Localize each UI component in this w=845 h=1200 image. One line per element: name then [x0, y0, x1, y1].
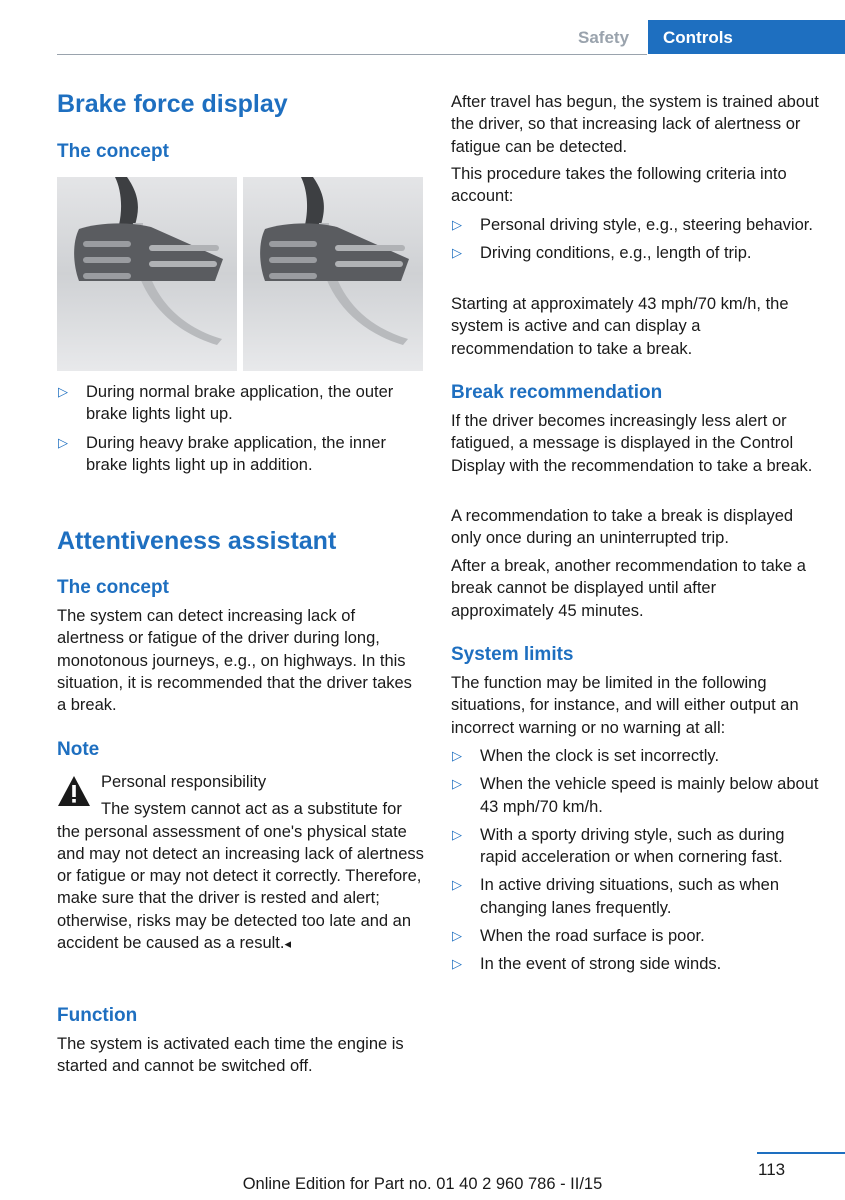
list-item: ▷ Personal driving style, e.g., steering behavior.: [451, 214, 821, 236]
list-item: ▷ When the clock is set incorrectly.: [451, 745, 821, 767]
intro-paragraph-3: Starting at approximately 43 mph/70 km/h, the system is active and can display a recommendation to take a break.: [451, 295, 789, 358]
list-item: ▷ With a sporty driving style, such as during rapid acceleration or when cornering fast.: [452, 825, 785, 867]
brake-concept-heading: The concept: [57, 141, 169, 162]
brake-lights-illustration: [57, 177, 423, 371]
system-limits-list: [451, 745, 821, 982]
brake-bullet-list: [57, 381, 425, 482]
note-title: Personal responsibility: [101, 773, 267, 791]
list-item: ▷ During heavy brake application, the inner brake lights light up in addition.: [58, 433, 386, 474]
triangle-bullet-icon: ▷: [452, 956, 462, 972]
header-rule: [57, 54, 647, 55]
warning-icon: [57, 775, 91, 807]
brake-lights-figure: [57, 177, 423, 371]
triangle-bullet-icon: ▷: [452, 748, 462, 763]
attentiveness-title: Attentiveness assistant: [57, 527, 337, 555]
section-tab-controls[interactable]: Controls: [648, 20, 845, 54]
footer-rule: [757, 1152, 845, 1154]
list-item: ▷ In the event of strong side winds.: [451, 953, 821, 975]
left-panel: [57, 177, 237, 371]
triangle-bullet-icon: ▷: [452, 877, 462, 893]
triangle-bullet-icon: ▷: [58, 434, 68, 450]
intro-paragraph-2: This procedure takes the following criteria into account:: [451, 165, 787, 206]
intro-paragraph-1: After travel has begun, the system is trained about the driver, so that increasing lack of alertness or fatigue can be detected.: [451, 93, 819, 156]
right-panel: [243, 177, 423, 371]
triangle-bullet-icon: ▷: [452, 826, 462, 842]
footer-edition-text: Online Edition for Part no. 01 40 2 960 786 - II/15: [242, 1175, 603, 1193]
list-item: ▷ When the road surface is poor.: [451, 925, 821, 947]
triangle-bullet-icon: ▷: [452, 245, 462, 261]
triangle-bullet-icon: ▷: [452, 217, 462, 232]
end-mark-icon: ◂: [284, 936, 292, 952]
list-item: ▷ In active driving situations, such as when changing lanes frequently.: [452, 876, 779, 917]
list-item: ▷ During normal brake application, the outer brake lights light up.: [58, 383, 394, 424]
function-heading: Function: [57, 1005, 138, 1026]
note-block: [57, 771, 425, 955]
list-item: ▷ When the vehicle speed is mainly below about 43 mph/70 km/h.: [452, 775, 819, 816]
section-tab-safety[interactable]: Safety: [578, 28, 630, 47]
note-text: The system cannot act as a substitute for the personal assessment of one's physical state and may not detect an increasing lack of alertness or fatigue or may not detect it correctly. Therefore, make sure that the driver is rested and alert; otherwise, risks may be detected too late and an accident be caused as a result.◂: [57, 800, 424, 953]
function-text: The system is activated each time the engine is started and cannot be switched off.: [57, 1035, 404, 1076]
triangle-bullet-icon: ▷: [452, 928, 462, 944]
list-item: ▷ Driving conditions, e.g., length of trip.: [451, 242, 821, 264]
attentiveness-concept-text: The system can detect increasing lack of alertness or fatigue of the driver during long, monotonous journeys, e.g., on highways. In this situation, it is recommended that the driver takes a break.: [57, 607, 412, 715]
attentiveness-concept-heading: The concept: [57, 577, 169, 598]
system-limits-heading: System limits: [451, 644, 574, 665]
triangle-bullet-icon: ▷: [58, 384, 68, 399]
criteria-list: [451, 214, 821, 271]
system-limits-intro: The function may be limited in the following situations, for instance, and will either output an incorrect warning or no warning at all:: [451, 674, 799, 737]
break-paragraph-2: A recommendation to take a break is displayed only once during an uninterrupted trip.: [451, 507, 794, 548]
break-paragraph-3: After a break, another recommendation to take a break cannot be displayed until after approximately 45 minutes.: [451, 557, 806, 620]
break-recommendation-heading: Break recommendation: [451, 382, 663, 403]
break-paragraph-1: If the driver becomes increasingly less alert or fatigued, a message is displayed in the Control Display with the recommendation to take a break.: [451, 412, 813, 475]
triangle-bullet-icon: ▷: [452, 776, 462, 792]
page-number: 113: [758, 1160, 786, 1179]
brake-force-title: Brake force display: [57, 90, 288, 118]
note-heading: Note: [57, 739, 100, 760]
